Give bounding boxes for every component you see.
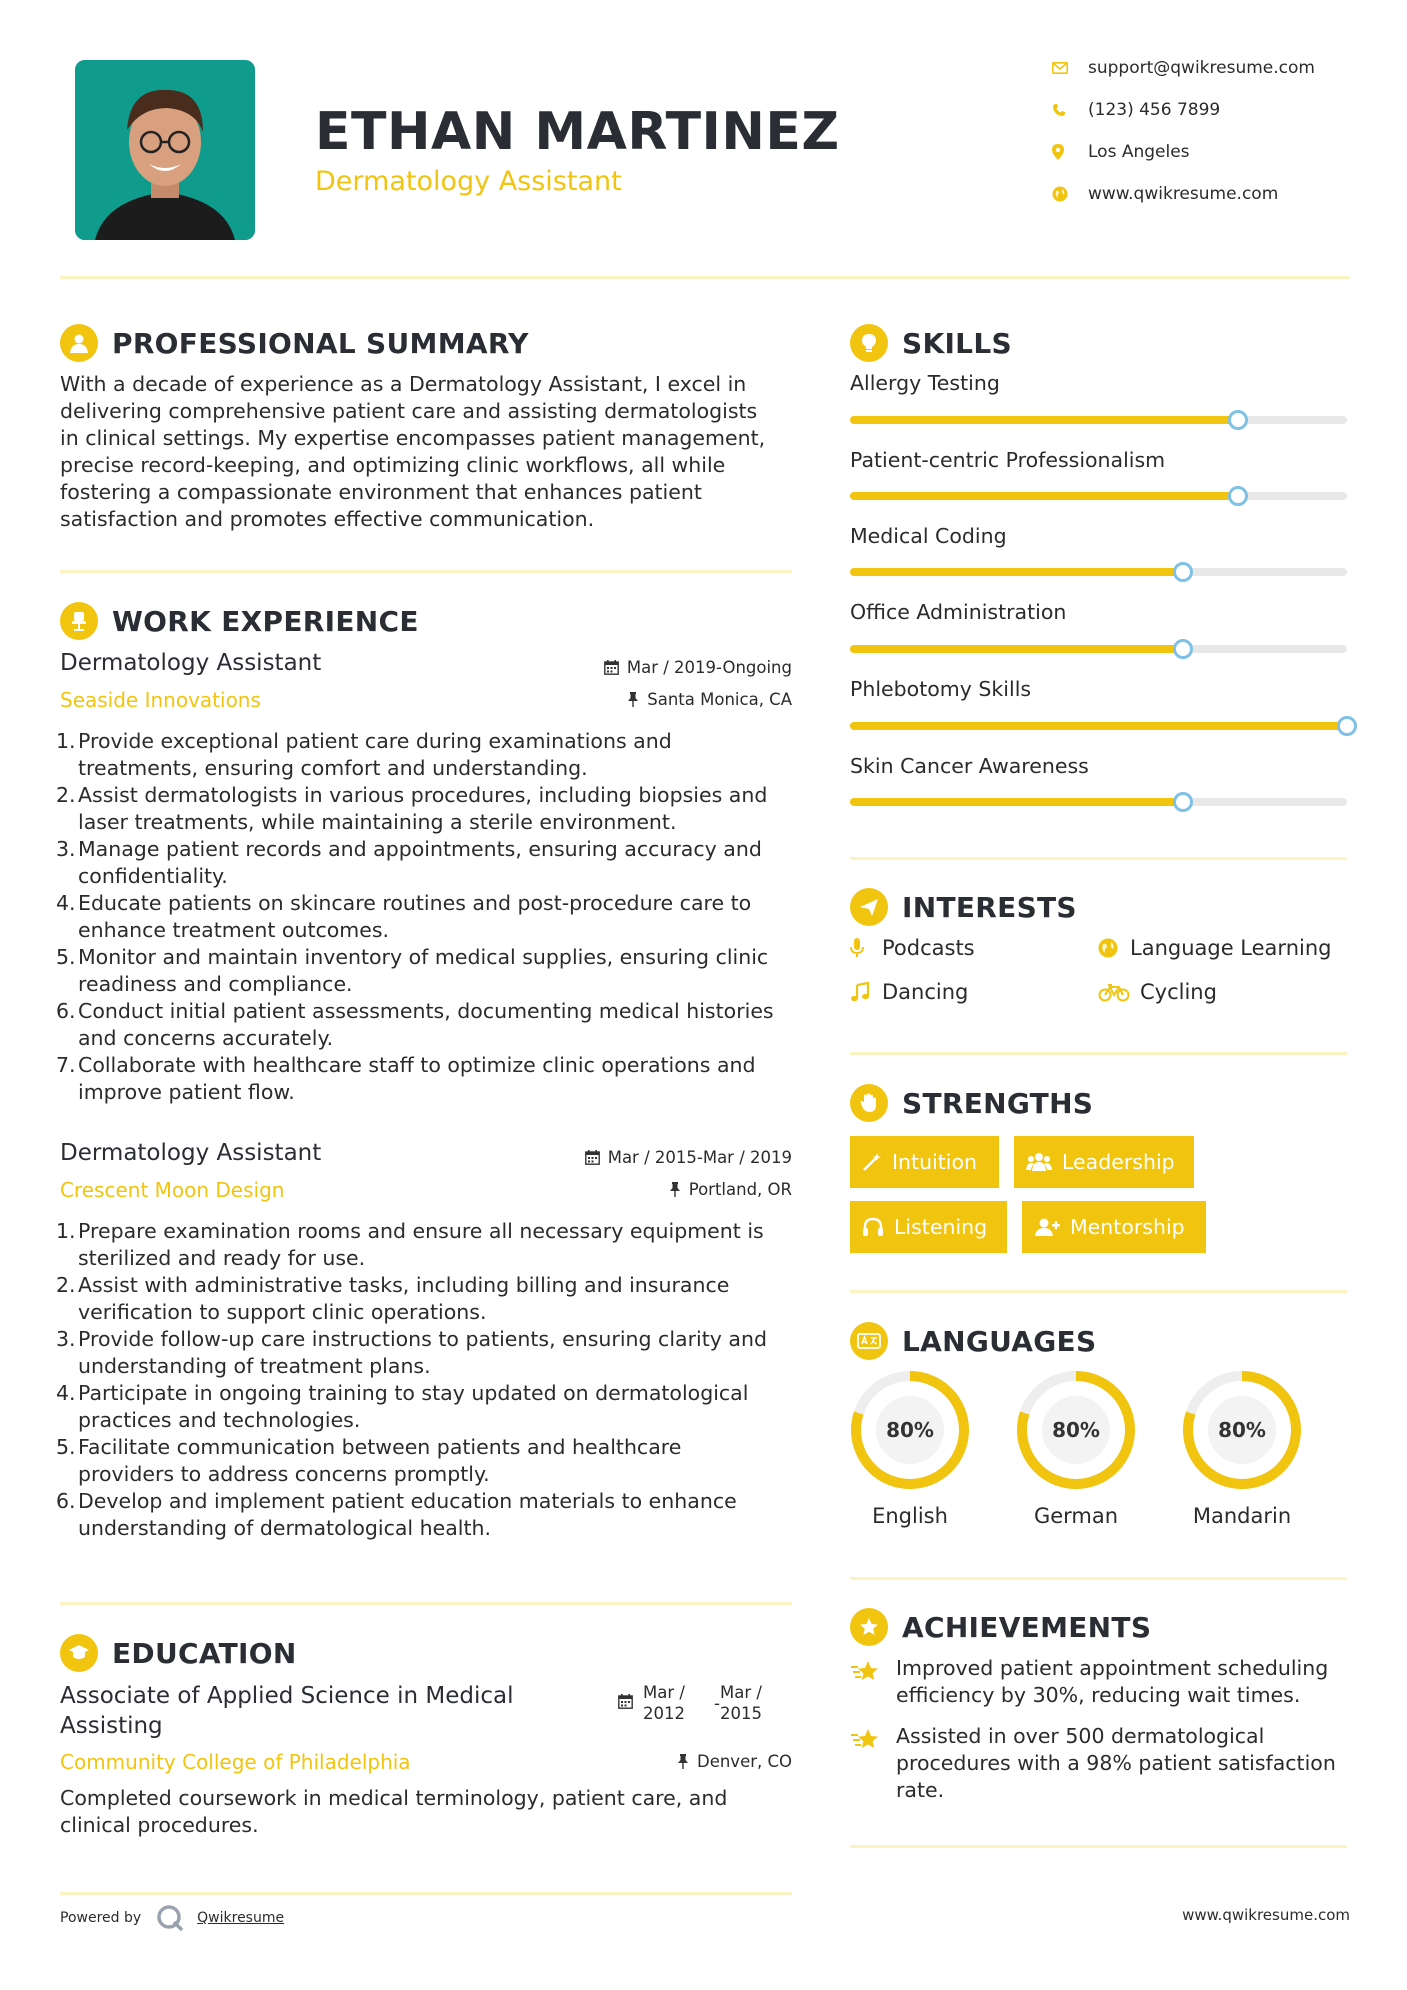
interest-language-learning: Language Learning <box>1098 936 1331 960</box>
user-plus-icon <box>1034 1217 1060 1237</box>
contact-website-text: www.qwikresume.com <box>1088 184 1279 204</box>
language-german-percent: 80% <box>1052 1418 1100 1442</box>
education-date-dash: - <box>714 1694 720 1713</box>
headphones-icon <box>862 1217 884 1237</box>
achievement-2: Assisted in over 500 dermatological procedures with a 98% patient satisfaction rate. <box>850 1723 1350 1804</box>
job-1-bullets <box>56 728 800 1106</box>
job-2-company: Crescent Moon Design <box>60 1178 285 1202</box>
skill-6-knob[interactable] <box>1173 792 1193 812</box>
contact-location-text: Los Angeles <box>1088 142 1190 162</box>
experience-divider <box>60 1602 792 1605</box>
magic-wand-icon <box>862 1152 882 1172</box>
job-1-title: Dermatology Assistant <box>60 650 322 676</box>
skill-2-bar <box>850 492 1347 500</box>
interests-divider <box>850 1052 1347 1055</box>
language-english-ring <box>848 1368 972 1492</box>
list-item: 1. Prepare examination rooms and ensure all necessary equipment is sterilized and ready for use. <box>56 1219 764 1270</box>
skills-heading: SKILLS <box>850 324 1012 362</box>
music-note-icon <box>850 982 882 1002</box>
languages-heading: LANGUAGES <box>850 1322 1096 1360</box>
pushpin-icon <box>669 1182 681 1197</box>
list-item: 5. Monitor and maintain inventory of medical supplies, ensuring clinic readiness and compliance. <box>56 945 769 996</box>
language-german-name: German <box>1033 1504 1119 1528</box>
languages-divider <box>850 1577 1347 1580</box>
qwikresume-logo-icon <box>155 1903 185 1933</box>
contact-location <box>1052 142 1372 162</box>
language-icon <box>850 1322 888 1360</box>
language-mandarin <box>1180 1368 1304 1528</box>
strength-intuition: Intuition <box>850 1136 999 1188</box>
candidate-role: Dermatology Assistant <box>315 166 622 197</box>
list-item: 5. Facilitate communication between patients and healthcare providers to address concerns promptly. <box>56 1435 682 1486</box>
achievement-1: Improved patient appointment scheduling efficiency by 30%, reducing wait times. <box>850 1655 1350 1709</box>
contact-email[interactable] <box>1052 58 1372 78</box>
map-pin-icon <box>1052 144 1088 160</box>
list-item: 6. Conduct initial patient assessments, documenting medical histories and concerns accurately. <box>56 999 774 1050</box>
user-icon <box>60 324 98 362</box>
strengths-divider <box>850 1290 1347 1293</box>
skill-2-fill <box>850 492 1238 500</box>
skill-5-bar <box>850 722 1347 730</box>
language-german <box>1014 1368 1138 1528</box>
contact-phone[interactable] <box>1052 100 1372 120</box>
chair-icon <box>60 602 98 640</box>
language-english-name: English <box>872 1504 948 1528</box>
contact-phone-text: (123) 456 7899 <box>1088 100 1221 120</box>
language-english-percent: 80% <box>886 1418 934 1442</box>
job-2-date: Mar / 2015-Mar / 2019 <box>500 1148 792 1167</box>
footer-url[interactable]: www.qwikresume.com <box>1182 1906 1350 1924</box>
education-description: Completed coursework in medical terminology, patient care, and clinical procedures. <box>60 1786 728 1837</box>
footer-powered-by: Powered by Qwikresume <box>60 1903 284 1933</box>
list-item: 3. Manage patient records and appointments, ensuring accuracy and confidentiality. <box>56 837 762 888</box>
list-item: 2. Assist with administrative tasks, including billing and insurance verification to support clinic operations. <box>56 1273 730 1324</box>
envelope-icon <box>1052 62 1088 74</box>
job-1-company: Seaside Innovations <box>60 688 261 712</box>
skill-3-knob[interactable] <box>1173 562 1193 582</box>
skill-3-name: Medical Coding <box>850 524 1007 548</box>
education-location: Denver, CO <box>560 1752 792 1771</box>
skill-6-fill <box>850 798 1183 806</box>
skill-1-name: Allergy Testing <box>850 371 1000 395</box>
list-item: 1. Provide exceptional patient care during examinations and treatments, ensuring comfort and understanding. <box>56 729 672 780</box>
list-item: 4. Educate patients on skincare routines and post-procedure care to enhance treatment outcomes. <box>56 891 752 942</box>
skill-1-fill <box>850 416 1238 424</box>
skill-2-knob[interactable] <box>1228 486 1248 506</box>
strength-listening: Listening <box>850 1201 1007 1253</box>
skill-5-fill <box>850 722 1347 730</box>
job-2-title: Dermatology Assistant <box>60 1140 322 1166</box>
education-school: Community College of Philadelphia <box>60 1750 411 1774</box>
skill-1-knob[interactable] <box>1228 410 1248 430</box>
strengths-heading: STRENGTHS <box>850 1084 1093 1122</box>
skill-5-knob[interactable] <box>1337 716 1357 736</box>
pushpin-icon <box>677 1754 689 1769</box>
education-divider <box>60 1892 792 1895</box>
interests-heading: INTERESTS <box>850 888 1077 926</box>
interest-podcasts: Podcasts <box>850 936 975 960</box>
achievements-divider <box>850 1845 1347 1848</box>
interest-dancing: Dancing <box>850 980 968 1004</box>
strength-leadership: Leadership <box>1014 1136 1194 1188</box>
list-item: 6. Develop and implement patient education materials to enhance understanding of dermatological health. <box>56 1489 737 1540</box>
education-start-date: Mar / 2012 <box>643 1683 685 1723</box>
skill-4-knob[interactable] <box>1173 639 1193 659</box>
star-award-icon <box>850 1655 896 1709</box>
job-2-location: Portland, OR <box>500 1180 792 1199</box>
phone-icon <box>1052 103 1088 117</box>
paper-plane-icon <box>850 888 888 926</box>
bicycle-icon <box>1098 982 1140 1002</box>
education-end-date: Mar / 2015 <box>720 1683 762 1723</box>
interest-cycling: Cycling <box>1098 980 1217 1004</box>
list-item: 4. Participate in ongoing training to stay updated on dermatological practices and technologies. <box>56 1381 749 1432</box>
skill-4-bar <box>850 645 1347 653</box>
summary-divider <box>60 570 792 573</box>
skill-2-name: Patient-centric Professionalism <box>850 448 1166 472</box>
job-2-bullets <box>56 1218 800 1542</box>
profile-photo <box>75 60 255 240</box>
job-1-location: Santa Monica, CA <box>500 690 792 709</box>
list-item: 7. Collaborate with healthcare staff to optimize clinic operations and improve patient flow. <box>56 1053 756 1104</box>
contact-website[interactable] <box>1052 184 1372 204</box>
header-divider <box>60 276 1350 279</box>
language-english <box>848 1368 972 1528</box>
language-german-ring <box>1014 1368 1138 1492</box>
skill-6-bar <box>850 798 1347 806</box>
microphone-icon <box>850 938 882 958</box>
footer-brand-link[interactable]: Qwikresume <box>197 1910 285 1926</box>
language-mandarin-ring <box>1180 1368 1304 1492</box>
summary-text: With a decade of experience as a Dermatology Assistant, I excel in delivering comprehensive patient care and assisting dermatologists in clinical settings. My expertise encompasses patient management, precise record-keeping, and optimizing clinic workflows, all while fostering a compassionate environment that enhances patient satisfaction and promotes effective communication. <box>60 372 766 531</box>
list-item: 2. Assist dermatologists in various procedures, including biopsies and laser treatments, while maintaining a sterile environment. <box>56 783 768 834</box>
education-heading: EDUCATION <box>60 1634 297 1672</box>
education-degree: Associate of Applied Science in Medical Assisting <box>60 1683 514 1739</box>
skills-divider <box>850 857 1347 860</box>
skill-4-name: Office Administration <box>850 600 1067 624</box>
contact-email-text: support@qwikresume.com <box>1088 58 1315 78</box>
hand-icon <box>850 1084 888 1122</box>
star-icon <box>850 1608 888 1646</box>
list-item: 3. Provide follow-up care instructions to patients, ensuring clarity and understanding of treatment plans. <box>56 1327 767 1378</box>
skill-5-name: Phlebotomy Skills <box>850 677 1032 701</box>
star-award-icon <box>850 1723 896 1804</box>
strength-mentorship: Mentorship <box>1022 1201 1206 1253</box>
pushpin-icon <box>627 692 639 707</box>
calendar-icon <box>604 660 619 675</box>
language-mandarin-percent: 80% <box>1218 1418 1266 1442</box>
summary-heading: PROFESSIONAL SUMMARY <box>60 324 529 362</box>
graduation-icon <box>60 1634 98 1672</box>
skill-6-name: Skin Cancer Awareness <box>850 754 1089 778</box>
globe-icon <box>1052 186 1088 202</box>
group-icon <box>1026 1152 1052 1172</box>
lightbulb-icon <box>850 324 888 362</box>
job-1-date: Mar / 2019-Ongoing <box>500 658 792 677</box>
skill-3-bar <box>850 568 1347 576</box>
achievements-heading: ACHIEVEMENTS <box>850 1608 1151 1646</box>
experience-heading: WORK EXPERIENCE <box>60 602 419 640</box>
skill-4-fill <box>850 645 1183 653</box>
skill-1-bar <box>850 416 1347 424</box>
globe-icon <box>1098 938 1130 958</box>
calendar-icon <box>585 1150 600 1165</box>
candidate-name: ETHAN MARTINEZ <box>315 102 840 162</box>
skill-3-fill <box>850 568 1183 576</box>
calendar-icon <box>618 1694 633 1713</box>
language-mandarin-name: Mandarin <box>1192 1504 1292 1528</box>
